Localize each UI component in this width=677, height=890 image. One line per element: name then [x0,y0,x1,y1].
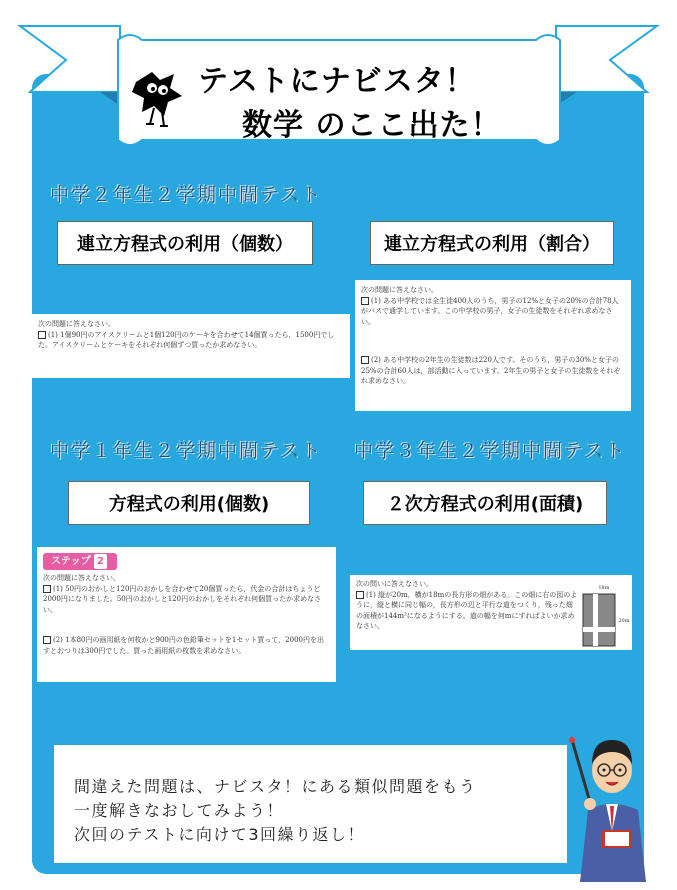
checkbox-icon [38,331,46,339]
topic-quadratic-area: ２次方程式の利用(面積) [363,481,607,525]
problem-sheet-1 [32,314,350,378]
checkbox-icon [43,636,51,644]
doc2-question-2: (2) ある中学校の2年生の生徒数は220人です。そのうち，男子の30%と女子の25%の合計60人は，部活動に入っています。2年生の男子と女子の生徒数をそれぞれ求めなさい。 [361,356,621,385]
doc2-instruction: 次の問題に答えなさい。 [361,286,438,294]
message-line-1: 間違えた問題は、ナビスタ！にある類似問題をもう [74,777,477,796]
step-badge: ステップ 2 [43,553,117,570]
checkbox-icon [43,585,51,593]
teacher-illustration-icon [562,712,662,882]
topic-simultaneous-ratio: 連立方程式の利用（割合） [370,221,614,265]
doc3-question-1: (1) 50円のおかしと120円のおかしを合わせて20個買ったら，代金の合計はちょうど2000円になりました。50円のおかしと120円のおかしをそれぞれ何個買ったか求めなさい。 [43,584,322,614]
doc4-instruction: 次の問いに答えなさい。 [356,580,433,588]
doc4-question-1: (1) 縦が20m，横が18mの長方形の畑がある。この畑に右の図のように，縦と横に同じ幅の，長方形の辺と平行な道をつくり，残った畑の面積が144m²になるようにする。道の幅を何mにすればよいか求めなさい。 [356,590,578,630]
problem-sheet-4 [350,575,632,650]
message-line-3: 次回のテストに向けて3回繰り返し！ [74,825,366,844]
problem-sheet-2 [355,280,631,411]
heading-grade1: 中学１年生２学期中間テスト [50,440,323,462]
heading-grade2: 中学２年生２学期中間テスト [50,184,323,206]
heading-grade3: 中学３年生２学期中間テスト [354,440,627,462]
field-diagram [582,584,630,650]
doc3-question-2: (2) 1本80円の画用紙を何枚かと900円の色鉛筆セットを1セット買って，2000円を出すとおつりは300円でした。買った画用紙の枚数を求めなさい。 [43,636,324,655]
topic-equation-count: 方程式の利用(個数) [68,481,310,525]
mascot-icon [130,68,190,130]
checkbox-icon [361,356,369,364]
doc1-question-1: (1) 1個90円のアイスクリームと1個120円のケーキを合わせて14個買ったら，1500円でした。アイスクリームとケーキをそれぞれ何個ずつ買ったか求めなさい。 [38,330,335,349]
topic-simultaneous-count: 連立方程式の利用（個数） [57,221,313,265]
checkbox-icon [361,297,369,305]
title-line-1: テストにナビスタ！ [198,64,476,99]
diagram-side-label: 20m [618,617,630,624]
advice-message [54,745,567,863]
title-line-2: 数学 のここ出た！ [242,108,502,143]
checkbox-icon [356,591,364,599]
doc1-instruction: 次の問題に答えなさい。 [38,320,115,328]
doc3-instruction: 次の問題に答えなさい。 [43,574,120,582]
doc2-question-1: (1) ある中学校では全生徒400人のうち，男子の12%と女子の20%の合計78人がバスで通学しています。この中学校の男子，女子の生徒数をそれぞれ求めなさい。 [361,296,619,326]
message-line-2: 一度解きなおしてみよう！ [74,801,285,820]
problem-sheet-3 [37,547,336,682]
diagram-top-label: 18m [598,584,610,591]
